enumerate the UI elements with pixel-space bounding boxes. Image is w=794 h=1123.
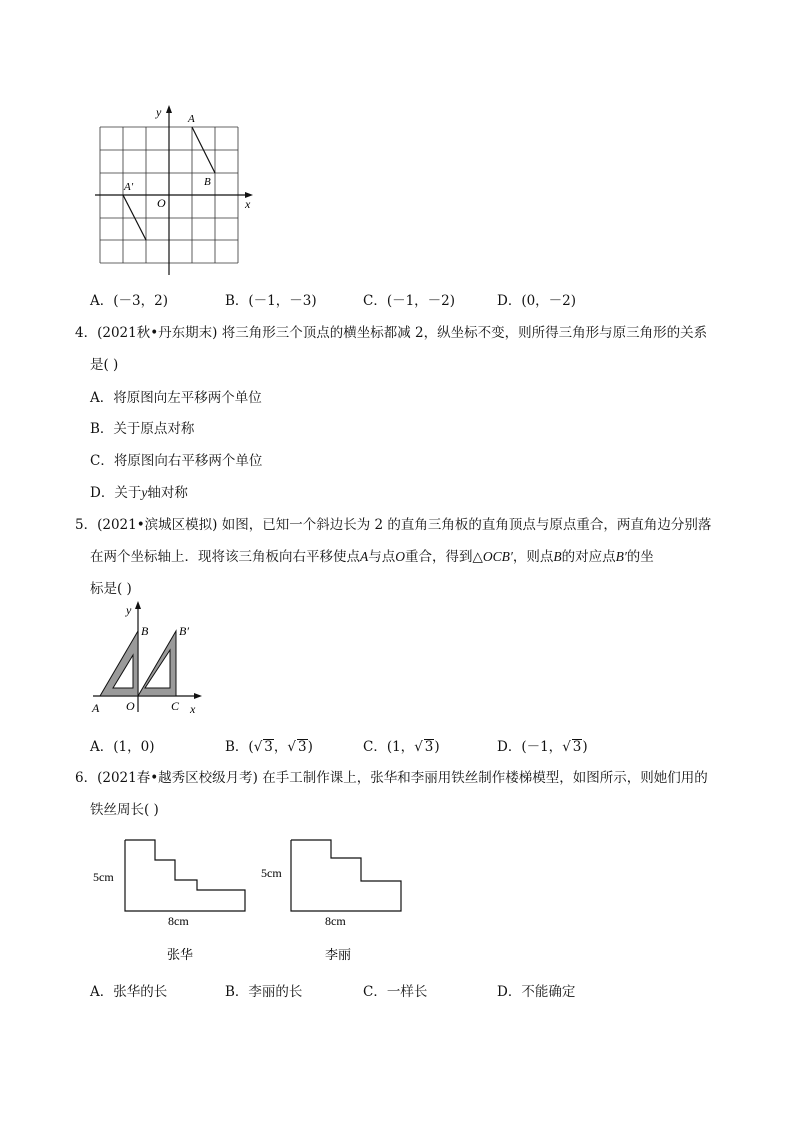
q6-option-d[interactable]: D．不能确定 xyxy=(497,984,576,1000)
point-c-label: C xyxy=(171,699,180,713)
zhanghua-staircase xyxy=(125,840,245,911)
q5-option-b-prefix: B．( xyxy=(225,739,254,755)
y-axis-arrow xyxy=(166,105,172,113)
q5-line2-part-c: 重合，得到△ xyxy=(405,549,483,565)
q3-options xyxy=(90,291,710,311)
q6-option-a[interactable]: A．张华的长 xyxy=(90,984,168,1000)
q5-option-a[interactable]: A．(1，0) xyxy=(90,739,155,755)
q5-var-ocb-prime: OCB′ xyxy=(482,549,513,564)
q5-options xyxy=(90,737,710,757)
q5-stem-line-1: 5．(2021•滨城区模拟) 如图，已知一个斜边长为 2 的直角三角板的直角顶点与原点重合，两直角边分别落 xyxy=(75,517,712,533)
q4-option-d-suffix: 轴对称 xyxy=(147,485,188,501)
sqrt-sign: √ xyxy=(414,739,423,755)
sqrt-radicand: 3 xyxy=(264,739,273,755)
q5-line2-part-a: 在两个坐标轴上．现将该三角板向右平移使点 xyxy=(90,549,360,565)
q4-option-b[interactable]: B．关于原点对称 xyxy=(90,421,195,437)
q4-option-a[interactable]: A．将原图向左平移两个单位 xyxy=(90,390,262,406)
q6-stem-line-1: 6．(2021春•越秀区校级月考) 在手工制作课上，张华和李丽用铁丝制作楼梯模型，如图所示，则她们用的 xyxy=(75,770,708,786)
triangle-original xyxy=(100,631,138,696)
x-axis-arrow xyxy=(194,693,202,699)
x-axis-label: x xyxy=(190,702,196,716)
point-b-prime-label: B′ xyxy=(179,624,189,638)
q5-option-c[interactable] xyxy=(363,737,440,757)
origin-label: O xyxy=(157,196,166,210)
q5-var-o: O xyxy=(395,549,405,564)
point-a-prime-label: A′ xyxy=(124,181,134,193)
lili-width-label: 8cm xyxy=(325,914,346,928)
zhanghua-height-label: 5cm xyxy=(93,870,114,884)
lili-staircase xyxy=(291,840,401,911)
q4-option-d[interactable] xyxy=(90,483,188,503)
point-b-label: B xyxy=(141,624,149,638)
segment-a-prime xyxy=(123,195,146,240)
q5-option-b[interactable] xyxy=(225,737,313,757)
x-axis-label: x xyxy=(245,197,251,211)
q6-options xyxy=(90,982,710,1002)
sqrt-sign: √ xyxy=(253,739,263,755)
point-a-label: A xyxy=(188,113,195,125)
q5-option-c-suffix: ) xyxy=(434,739,440,755)
q5-line2-part-f: 的坐 xyxy=(626,549,654,565)
q3-option-c[interactable]: C．(－1，－2) xyxy=(363,293,456,309)
sqrt-sign: √ xyxy=(562,739,571,755)
q3-option-b[interactable]: B．(－1，－3) xyxy=(225,293,317,309)
point-a-label: A xyxy=(92,701,100,715)
q4-option-d-variable: y xyxy=(141,485,148,500)
q3-coordinate-grid-figure xyxy=(90,100,260,278)
q5-line2-part-b: 与点 xyxy=(368,549,396,565)
axes xyxy=(95,108,250,275)
origin-label: O xyxy=(126,699,135,713)
q3-option-d[interactable]: D．(0，－2) xyxy=(497,293,577,309)
q5-line2-part-d: ，则点 xyxy=(512,549,554,565)
sqrt-sign: √ xyxy=(287,739,296,755)
q5-stem-line-2 xyxy=(90,547,654,567)
q6-option-b[interactable]: B．李丽的长 xyxy=(225,984,303,1000)
q5-option-b-comma: ， xyxy=(273,739,288,755)
q5-option-d[interactable] xyxy=(497,737,588,757)
y-axis-arrow xyxy=(135,601,141,609)
q6-option-c[interactable]: C．一样长 xyxy=(363,984,428,1000)
q3-option-a[interactable]: A．(－3，2) xyxy=(90,293,168,309)
lili-name-label: 李丽 xyxy=(325,947,352,962)
q5-var-b: B xyxy=(553,549,562,564)
triangle-translated xyxy=(138,631,176,696)
q4-stem-line-2: 是( ) xyxy=(90,357,119,373)
q6-stem-line-2: 铁丝周长( ) xyxy=(90,802,159,818)
q5-triangles-figure xyxy=(88,600,208,718)
q5-stem-line-3: 标是( ) xyxy=(90,581,132,597)
q5-option-d-suffix: ) xyxy=(582,739,588,755)
q5-var-b-prime: B′ xyxy=(615,549,627,564)
y-axis-label: y xyxy=(156,105,162,119)
sqrt-radicand: 3 xyxy=(572,739,582,755)
zhanghua-name-label: 张华 xyxy=(167,947,194,962)
q5-option-d-prefix: D．(－1， xyxy=(497,739,563,755)
sqrt-radicand: 3 xyxy=(424,739,434,755)
q5-line2-part-e: 的对应点 xyxy=(561,549,616,565)
q5-option-c-prefix: C．(1， xyxy=(363,739,415,755)
q4-stem-line-1: 4．(2021秋•丹东期末) 将三角形三个顶点的横坐标都减 2，纵坐标不变，则所得三角形与原三角形的关系 xyxy=(75,325,708,341)
q6-staircase-figure xyxy=(85,835,425,970)
y-axis-label: y xyxy=(126,603,132,617)
q4-option-c[interactable]: C．将原图向右平移两个单位 xyxy=(90,453,263,469)
sqrt-radicand: 3 xyxy=(298,739,307,755)
zhanghua-width-label: 8cm xyxy=(168,914,189,928)
point-b-label: B xyxy=(204,176,211,188)
q5-var-a: A xyxy=(360,549,369,564)
q5-option-b-suffix: ) xyxy=(307,739,313,755)
q4-option-d-prefix: D．关于 xyxy=(90,485,142,501)
lili-height-label: 5cm xyxy=(261,866,282,880)
